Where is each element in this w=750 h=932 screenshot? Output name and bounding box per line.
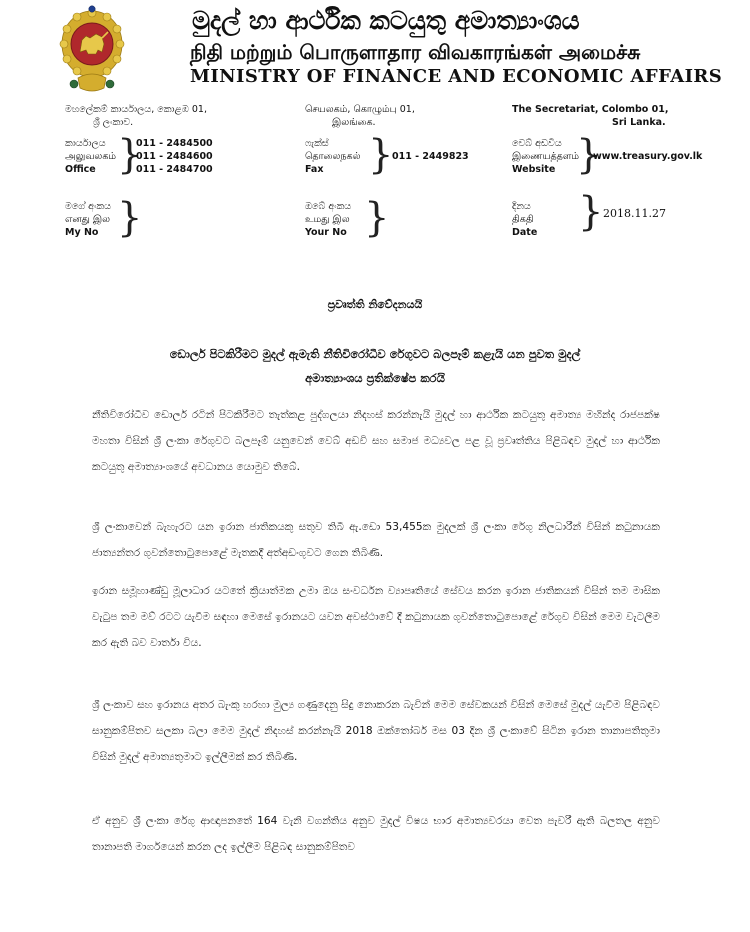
address-tamil-line1: செயலகம், கொழும்பு 01, <box>305 104 415 115</box>
headline-line-1: ඩොලර් පිටකිරීමට මුදල් ඇමැති නීතිවිරෝධීව රේගුවට බලපෑම් කළැයි යන පුවත මුදල් <box>169 347 581 361</box>
website-label-tamil: இணையத்தளம் <box>512 151 580 162</box>
press-release-heading: ප්‍රවෘත්ති නිවේදනයයි <box>327 298 423 311</box>
fax-label-sinhala: ෆැක්ස් <box>305 138 329 149</box>
office-label-sinhala: කාර්යාලය <box>65 138 106 149</box>
your-no-brace-icon: } <box>364 195 390 241</box>
fax-label-english: Fax <box>305 164 324 175</box>
website-brace-icon: } <box>576 132 602 178</box>
address-sinhala-line1: මහලේකම් කාර්යාලය, කොළඹ 01, <box>65 104 207 115</box>
ministry-title-sinhala: මුදල් හා ආර්ථික කටයුතු අමාත්‍යාංශය <box>192 6 580 35</box>
sri-lanka-emblem-icon <box>58 4 126 96</box>
paragraph-3: ඉරාන සමූහාණ්ඩු මූලාධාර යටතේ ක්‍රියාත්මක උමා ඔය සංවර්ධන ව්‍යාපෘතියේ සේවය කරන ඉරාන ජාතිකයන් විසින් තම මාසික වැටුප තම මව් රටට යැවීම සඳහා මෙසේ ඉරානයට යවන අවස්ථාවේ දී කටුනායක ගුවන්තොටුපොළේ රේගුව විසින් මෙම වැටලීම කර ඇති බව වාර්තා විය. <box>92 585 660 649</box>
press-release-headline <box>90 342 660 390</box>
my-no-label-english: My No <box>65 227 99 238</box>
website-link[interactable]: www.treasury.gov.lk <box>593 151 703 162</box>
date-label-tamil: திகதி <box>512 214 534 225</box>
website-label-sinhala: වෙබ් අඩවිය <box>512 138 562 149</box>
office-number-3: 011 - 2484700 <box>136 164 213 175</box>
paragraph-2: ශ්‍රී ලංකාවෙන් බැහැරට යන ඉරාන ජාතිකයකු සතුව තිබී ඇ.ඩො 53,455ක මුදලක් ශ්‍රී ලංකා රේගු නිලධාරීන් විසින් කටුනායක ජාත්‍යන්තර ගුවන්තොටුපොළේ මැතකදී අත්අඩංගුවට ගෙන තිබිණි. <box>92 521 660 559</box>
office-label-tamil: அலுவலகம் <box>65 151 117 162</box>
address-english-line2: Sri Lanka. <box>612 117 666 128</box>
my-no-label-sinhala: මගේ අංකය <box>65 201 111 212</box>
address-sinhala-line2: ශ්‍රී ලංකාව. <box>93 117 134 128</box>
your-no-label-sinhala: ඔබේ අංකය <box>305 201 352 212</box>
date-value: 2018.11.27 <box>603 207 666 220</box>
office-label-english: Office <box>65 164 96 175</box>
fax-number: 011 - 2449823 <box>392 151 469 162</box>
fax-brace-icon: } <box>368 132 394 178</box>
office-brace-icon: } <box>117 132 143 178</box>
address-english-line1: The Secretariat, Colombo 01, <box>512 104 669 115</box>
ministry-title-english: MINISTRY OF FINANCE AND ECONOMIC AFFAIRS <box>190 66 723 87</box>
office-number-1: 011 - 2484500 <box>136 138 213 149</box>
address-tamil-line2: இலங்கை. <box>332 117 376 128</box>
website-label-english: Website <box>512 164 556 175</box>
fax-label-tamil: தொலைநகல் <box>305 151 361 162</box>
your-no-label-tamil: உமது இல <box>305 214 350 225</box>
paragraph-4: ශ්‍රී ලංකාව සහ ඉරානය අතර බැංකු හරහා මුල්‍ය ගණුදෙනු සිදු නොකරන බැවින් මෙම සේවකයන් විසින් මෙසේ මුදල් යැවීම පිළිබඳව සානුකම්පිතව සලකා බලා මෙම මුදල් නිදහස් කරන්නැයි 2018 ඔක්තෝබර් මස 03 දින ශ්‍රී ලංකාවේ සිටින ඉරාන තානාපතිතුමා විසින් මුදල් අමාත්‍යතුමාට ඉල්ලීමක් කර තිබිණි. <box>92 699 660 763</box>
paragraph-5: ඒ අනුව ශ්‍රී ලංකා රේගු ආඥාපනතේ 164 වැනි වගන්තිය අනුව මුදල් විෂය භාර අමාත්‍යවරයා වෙත පැවරී ඇති බලතල අනුව තානාපති මාර්ගයෙන් කරන ලද ඉල්ලීම පිළිබඳ සානුකම්පිතව <box>92 815 660 853</box>
paragraph-1: නීතිවිරෝධීව ඩොලර් රටින් පිටකිරීමට තැත්කළ පුද්ගලයා නිදහස් කරන්නැයි මුදල් හා ආර්ථික කටයුතු අමාත්‍ය මහින්ද රාජපක්ෂ මහතා විසින් ශ්‍රී ලංකා රේගුවට බලපෑම් යනුවෙන් වෙබ් අඩවි සහ සමාජ මධ්‍යවල පළ වූ ප්‍රවෘත්තිය පිළිබඳව මුදල් හා ආර්ථික කටයුතු අමාත්‍යාංශයේ අවධානය යොමුව තිබේ. <box>92 409 660 473</box>
your-no-label-english: Your No <box>305 227 347 238</box>
my-no-label-tamil: எனது இல <box>65 214 111 225</box>
date-label-english: Date <box>512 227 538 238</box>
ministry-title-tamil: நிதி மற்றும் பொருளாதார விவகாரங்கள் அமைச்சு <box>190 40 641 64</box>
my-no-brace-icon: } <box>117 195 143 241</box>
headline-line-2: අමාත්‍යාංශය ප්‍රතික්ෂේප කරයි <box>305 371 445 385</box>
office-number-2: 011 - 2484600 <box>136 151 213 162</box>
date-brace-icon: } <box>578 189 604 235</box>
date-label-sinhala: දිනය <box>512 201 531 212</box>
